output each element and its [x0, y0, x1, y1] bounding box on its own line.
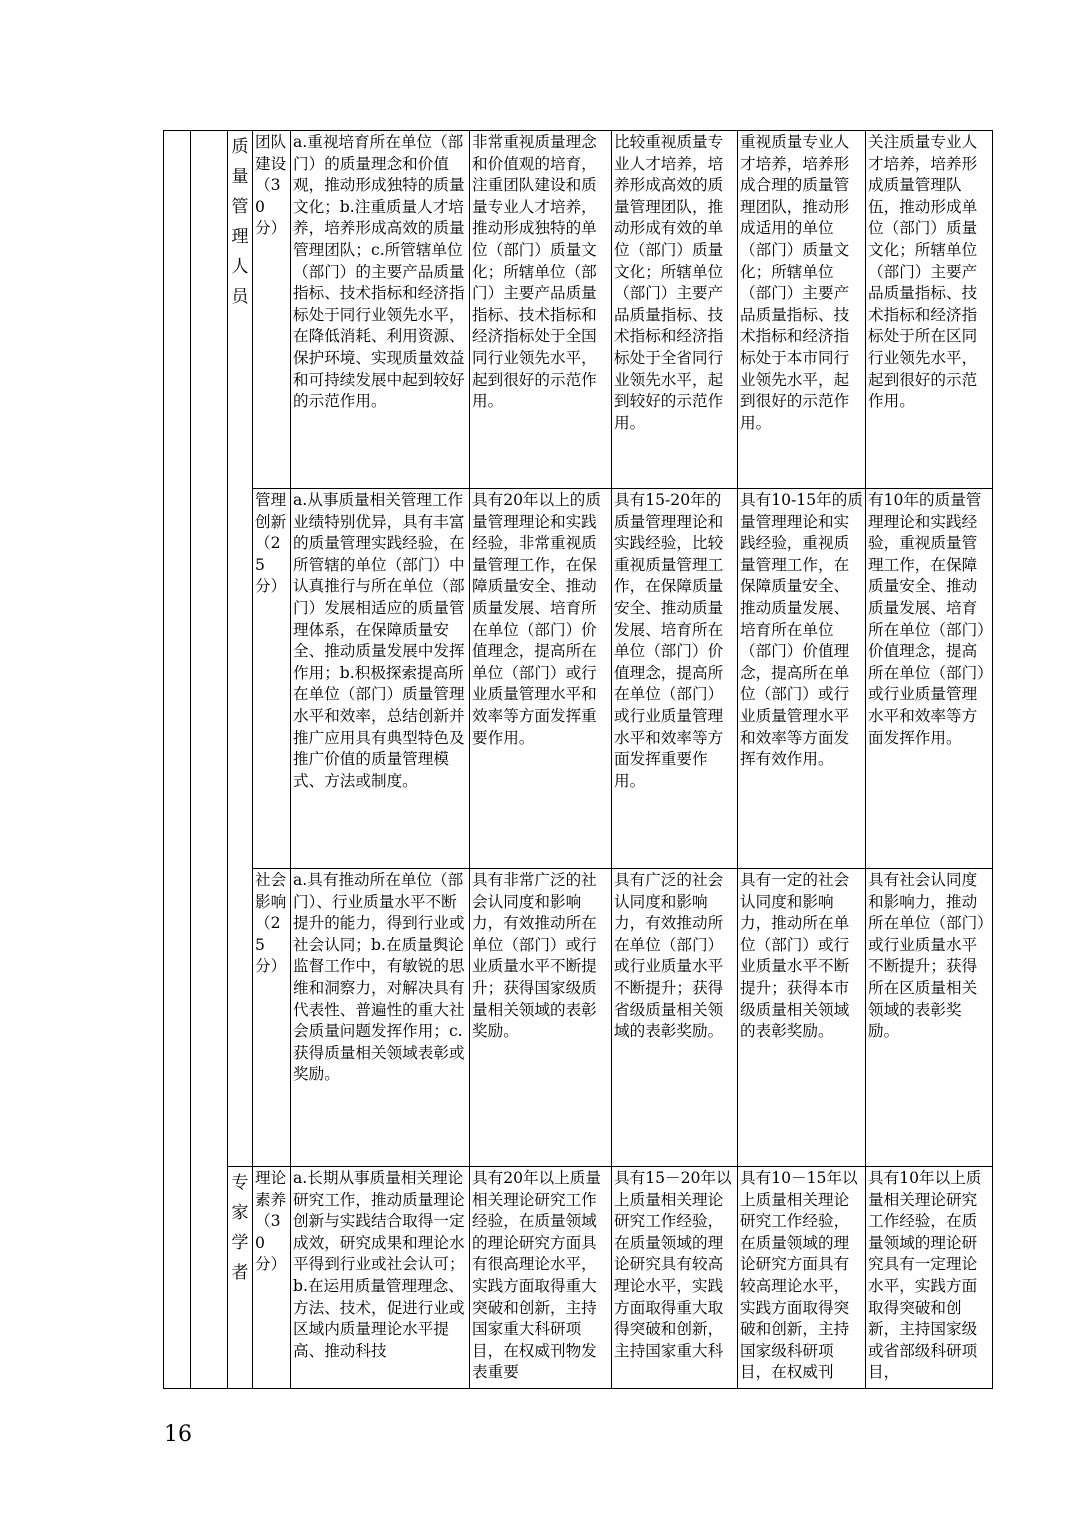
item-cell [253, 869, 291, 1167]
level-4-cell: 关注质量专业人才培养，培养形成质量管理队伍，推动形成单位（部门）质量文化；所辖单位（部门）主要产品质量指标、技术指标和经济指标处于所在区同行业领先水平，起到很好的示范作用。 [866, 131, 993, 489]
item-label: 理论素养（30分） [255, 1169, 287, 1274]
level-4-cell: 具有社会认同度和影响力，推动所在单位（部门）或行业质量水平不断提升；获得所在区质量相关领域的表彰奖励。 [866, 869, 993, 1167]
level-3-cell: 重视质量专业人才培养，培养形成合理的质量管理团队，推动形成适用的单位（部门）质量文化；所辖单位（部门）主要产品质量指标、技术指标和经济指标处于本市同行业领先水平，起到很好的示范作用。 [738, 131, 866, 489]
level-1-cell: 非常重视质量理念和价值观的培育，注重团队建设和质量专业人才培养，推动形成独特的单位（部门）质量文化；所辖单位（部门）主要产品质量指标、技术指标和经济指标处于全国同行业领先水平，起到很好的示范作用。 [470, 131, 612, 489]
table-row [164, 489, 993, 869]
category-label: 专家学者 [231, 1173, 249, 1283]
level-3-cell: 具有一定的社会认同度和影响力，推动所在单位（部门）或行业质量水平不断提升；获得本市级质量相关领域的表彰奖励。 [738, 869, 866, 1167]
item-cell [253, 489, 291, 869]
blank-column-2 [191, 131, 228, 1389]
level-1-cell: 具有20年以上质量相关理论研究工作经验，在质量领域的理论研究方面具有很高理论水平，实践方面取得重大突破和创新，主持国家重大科研项目，在权威刊物发表重要 [470, 1167, 612, 1389]
requirement-cell: a.从事质量相关管理工作业绩特别优异，具有丰富的质量管理实践经验，在所管辖的单位（部门）中认真推行与所在单位（部门）发展相适应的质量管理体系，在保障质量安全、推动质量发展中发挥作用；b.积极探索提高所在单位（部门）质量管理水平和效率，总结创新并推广应用具有典型特色及推广价值的质量管理模式、方法或制度。 [291, 489, 470, 869]
table-row [164, 1167, 993, 1389]
level-2-cell: 具有15-20年的质量管理理论和实践经验，比较重视质量管理工作，在保障质量安全、推动质量发展、培育所在单位（部门）价值理念，提高所在单位（部门）或行业质量管理水平和效率等方面发挥重要作用。 [612, 489, 738, 869]
item-cell [253, 1167, 291, 1389]
level-1-cell: 具有非常广泛的社会认同度和影响力，有效推动所在单位（部门）或行业质量水平不断提升；获得国家级质量相关领域的表彰奖励。 [470, 869, 612, 1167]
level-4-cell: 具有10年以上质量相关理论研究工作经验，在质量领域的理论研究具有一定理论水平，实践方面取得突破和创新，主持国家级或省部级科研项目， [866, 1167, 993, 1389]
category-cell [228, 131, 253, 1167]
item-label: 社会影响（25分） [255, 871, 287, 976]
level-2-cell: 具有广泛的社会认同度和影响力，有效推动所在单位（部门）或行业质量水平不断提升；获得省级质量相关领域的表彰奖励。 [612, 869, 738, 1167]
requirement-cell: a.具有推动所在单位（部门）、行业质量水平不断提升的能力，得到行业或社会认同；b.在质量舆论监督工作中，有敏锐的思维和洞察力，对解决具有代表性、普遍性的重大社会质量问题发挥作用；c.获得质量相关领域表彰或奖励。 [291, 869, 470, 1167]
blank-column-1 [164, 131, 191, 1389]
level-1-cell: 具有20年以上的质量管理理论和实践经验，非常重视质量管理工作，在保障质量安全、推动质量发展、培育所在单位（部门）价值理念，提高所在单位（部门）或行业质量管理水平和效率等方面发挥重要作用。 [470, 489, 612, 869]
level-4-cell: 有10年的质量管理理论和实践经验，重视质量管理工作，在保障质量安全、推动质量发展、培育所在单位（部门）价值理念，提高所在单位（部门）或行业质量管理水平和效率等方面发挥作用。 [866, 489, 993, 869]
item-cell [253, 131, 291, 489]
category-label: 质量管理人员 [231, 137, 249, 307]
requirement-cell: a.长期从事质量相关理论研究工作，推动质量理论创新与实践结合取得一定成效，研究成果和理论水平得到行业或社会认可；b.在运用质量管理理念、方法、技术，促进行业或区域内质量理论水平提高、推动科技 [291, 1167, 470, 1389]
requirement-cell: a.重视培育所在单位（部门）的质量理念和价值观，推动形成独特的质量文化；b.注重质量人才培养，培养形成高效的质量管理团队；c.所管辖单位（部门）的主要产品质量指标、技术指标和经济指标处于同行业领先水平，在降低消耗、利用资源、保护环境、实现质量效益和可持续发展中起到较好的示范作用。 [291, 131, 470, 489]
evaluation-table [163, 130, 993, 1389]
category-cell [228, 1167, 253, 1389]
level-3-cell: 具有10－15年以上质量相关理论研究工作经验，在质量领域的理论研究方面具有较高理论水平，实践方面取得突破和创新，主持国家级科研项目，在权威刊 [738, 1167, 866, 1389]
item-label: 团队建设（30分） [255, 133, 287, 238]
table-row [164, 869, 993, 1167]
level-3-cell: 具有10-15年的质量管理理论和实践经验，重视质量管理工作，在保障质量安全、推动质量发展、培育所在单位（部门）价值理念，提高所在单位（部门）或行业质量管理水平和效率等方面发挥有效作用。 [738, 489, 866, 869]
item-label: 管理创新（25分） [255, 491, 287, 596]
page-number: 16 [164, 1422, 192, 1447]
level-2-cell: 比较重视质量专业人才培养，培养形成高效的质量管理团队，推动形成有效的单位（部门）质量文化；所辖单位（部门）主要产品质量指标、技术指标和经济指标处于全省同行业领先水平，起到较好的示范作用。 [612, 131, 738, 489]
table-row [164, 131, 993, 489]
level-2-cell: 具有15－20年以上质量相关理论研究工作经验，在质量领域的理论研究具有较高理论水平，实践方面取得重大取得突破和创新，主持国家重大科 [612, 1167, 738, 1389]
